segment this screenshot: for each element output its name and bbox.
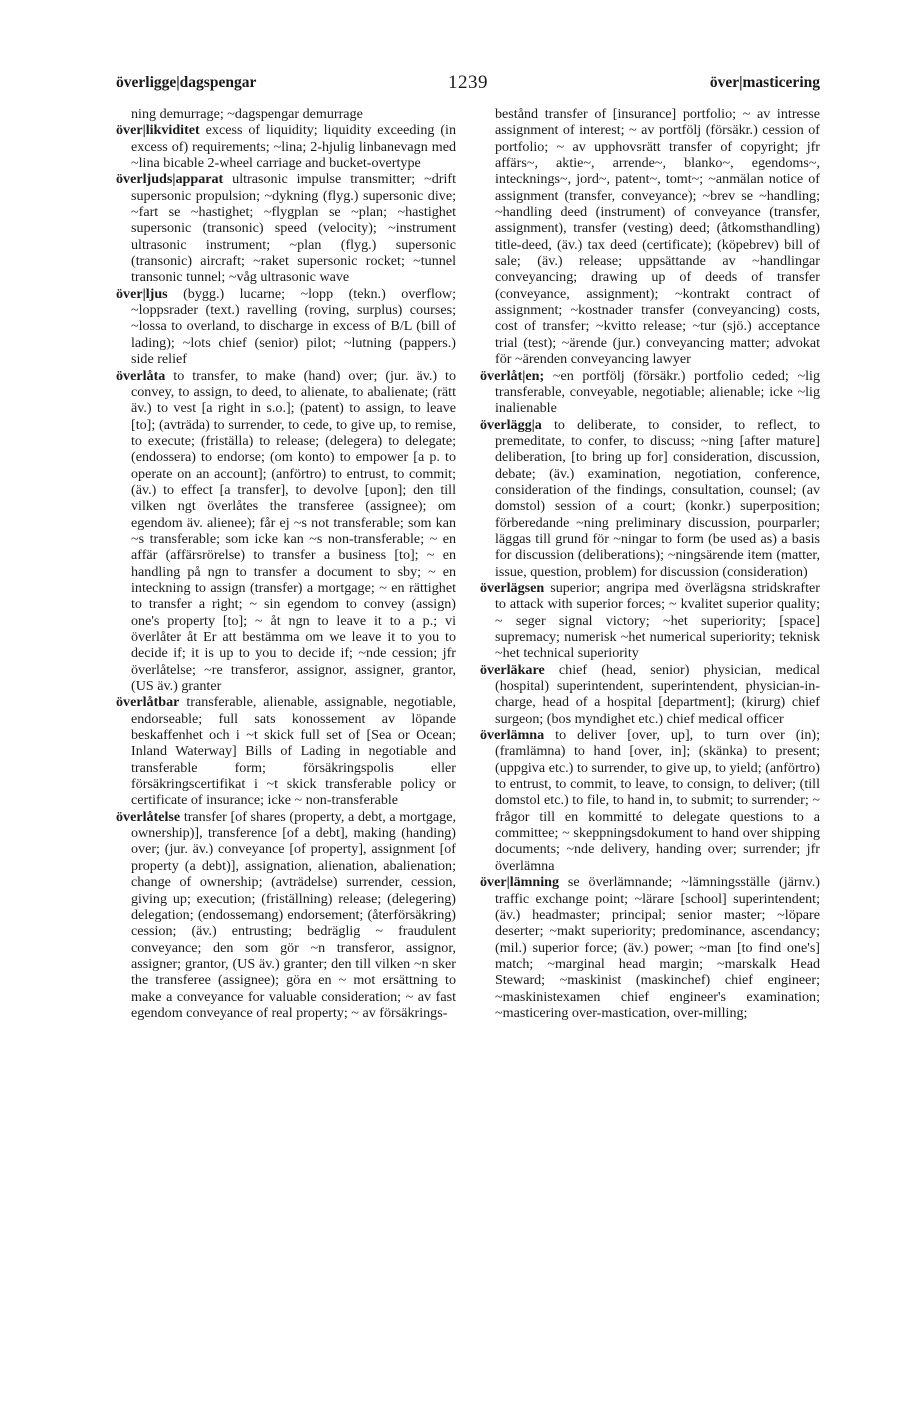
entry-headword: överljuds|apparat bbox=[116, 171, 224, 188]
left-column bbox=[116, 106, 456, 1021]
entry-headword: överlägg|a bbox=[480, 416, 542, 433]
dictionary-entry bbox=[480, 417, 820, 580]
right-column bbox=[480, 106, 820, 1021]
entry-headword: överlåta bbox=[116, 367, 166, 384]
dictionary-entry bbox=[480, 874, 820, 1021]
dictionary-entry bbox=[116, 809, 456, 1021]
entry-text: superior; angripa med överlägsna stridskrafter to attack with superior forces; ~ kvalitet superior quality; ~ seger signal victory; ~het superiority; [space] supremacy; numerisk ~het numerical superiority; teknisk ~het technical superiority bbox=[495, 579, 820, 662]
entry-text: ~en portfölj (försäkr.) portfolio ceded; ~lig transferable, conveyable, negotiable; alienable; icke ~lig inalienable bbox=[495, 367, 820, 417]
header-guideword-left: överligge|dagspengar bbox=[116, 74, 257, 91]
dictionary-entry bbox=[480, 727, 820, 874]
page-number: 1239 bbox=[448, 72, 488, 93]
entry-text: (bygg.) lucarne; ~lopp (tekn.) overflow; ~loppsrader (text.) ravelling (roving, surplus) courses; ~lossa to overland, to discharge in excess of B/L (bill of lading); ~lots chief (senior) pilot; ~lutning (pappers.) side relief bbox=[131, 285, 456, 368]
entry-headword: överlåtbar bbox=[116, 694, 180, 711]
dictionary-entry bbox=[116, 122, 456, 171]
entry-text: ning demurrage; ~dagspengar demurrage bbox=[131, 106, 363, 122]
dictionary-entry bbox=[480, 662, 820, 727]
header-guideword-right: över|masticering bbox=[709, 74, 820, 91]
entry-headword: över|lämning bbox=[480, 874, 560, 891]
entry-text: transfer [of shares (property, a debt, a mortgage, ownership)], transference [of a debt], making (handing) over; (jur. äv.) conveyance [of property], assignment [of property (a debt)], assignation, alienation, abalienation; change of ownership; (avträdelse) surrender, cession, giving up; execution; (friställning) release; (delegering) delegation; (endossemang) endorsement; (återförsäkring) cession; (äv.) entrusting; bedräglig ~ fraudulent conveyance; den som gör ~n transferor, assignor, assigner; grantor, (US äv.) granter; den till vilken ~n sker the transferee (assignee); göra en ~ mot ersättning to make a conveyance for valuable consideration; ~ av fast egendom conveyance of real property; ~ av försäkrings- bbox=[131, 808, 456, 1021]
entry-text: excess of liquidity; liquidity exceeding (in excess of) requirements; ~lina; 2-hjulig linbanevagn med ~lina bicable 2-wheel carriage and bucket-overtype bbox=[131, 122, 456, 172]
dictionary-entry bbox=[480, 580, 820, 662]
entry-headword: över|likviditet bbox=[116, 122, 200, 139]
entry-text: to deliberate, to consider, to reflect, to premeditate, to confer, to discuss; ~ning [after mature] deliberation, [to bring up for] consideration, discussion, debate; (äv.) examination, negotiation, conference, consideration of the findings, consultation, counsel; (av domstol) session of a court; (konkr.) superposition; förberedande ~ning preliminary discussion, pourparler; läggas till grund för ~ningar to form (be used as) a basis for discussion (deliberations); ~ningsärende item (matter, issue, question, problem) for discussion (consideration) bbox=[495, 416, 820, 580]
entry-headword: över|ljus bbox=[116, 285, 168, 302]
entry-text: ultrasonic impulse transmitter; ~drift supersonic propulsion; ~dykning (flyg.) supersonic dive; ~fart se ~hastighet; ~flygplan se ~plan; ~hastighet supersonic (transonic) speed (velocity); ~instrument ultrasonic instrument; ~plan (flyg.) supersonic (transonic) aircraft; ~raket supersonic rocket; ~tunnel transonic tunnel; ~våg ultrasonic wave bbox=[131, 171, 456, 286]
page-header bbox=[116, 74, 820, 98]
dictionary-entry bbox=[116, 368, 456, 695]
entry-headword: överlämna bbox=[480, 727, 545, 744]
entry-headword: överläkare bbox=[480, 661, 545, 678]
entry-headword: överlåt|en; bbox=[480, 367, 545, 384]
entry-text: chief (head, senior) physician, medical (hospital) superintendent, superintendent, physician-in-charge, head of a hospital [department]; (kirurg) chief surgeon; (bos myndighet etc.) chief medical officer bbox=[495, 661, 820, 727]
dictionary-entry bbox=[116, 171, 456, 285]
entry-headword: överlägsen bbox=[480, 579, 545, 596]
dictionary-entry bbox=[116, 694, 456, 808]
entry-text: to transfer, to make (hand) over; (jur. äv.) to convey, to assign, to deed, to alienate, to abalienate; (rätt äv.) to vest [a right in s.o.]; (patent) to assign, to leave [to]; (avträda) to surrender, to cede, to give up, to remise, to execute; (friställa) to release; (delegera) to delegate; (endossera) to endorse; (om konto) to empower [a p. to operate on an account]; (anförtro) to entrust, to commit; (äv.) to effect [a transfer], to devolve [upon]; den till vilken ngt överlåtes the transferee (assignee); om egendom äv. alienee); får ej ~s not transferable; som kan ~s transferable; som icke kan ~s non-transferable; ~ en affär (affärsrörelse) to transfer a business [to]; ~ en handling på ngn to transfer a document to sby; ~ en inteckning to assign (transfer) a mortgage; ~ en rättighet to transfer a right; ~ sin egendom to convey (assign) one's property [to]; ~ åt ngn to leave it to a p.; vi överlåter åt Er att bestämma om we leave it to you to decide if; it is up to you to decide if; ~nde cession; jfr överlåtelse; ~re transferor, assignor, assigner, grantor, (US äv.) granter bbox=[131, 367, 456, 695]
dictionary-entry bbox=[480, 106, 820, 368]
entry-text: to deliver [over, up], to turn over (in); (framlämna) to hand [over, in]; (skänka) to present; (uppgiva etc.) to surrender, to give up, to yield; (anförtro) to entrust, to commit, to leave, to consign, to deliver; (till domstol etc.) to file, to hand in, to submit; to surrender; ~ frågor till en kommitté to delegate questions to a committee; ~ skeppningsdokument to hand over shipping documents; ~nde delivery, handing over; surrender; jfr överlämna bbox=[495, 727, 820, 874]
dictionary-entry bbox=[480, 368, 820, 417]
entry-text: bestånd transfer of [insurance] portfolio; ~ av intresse assignment of interest; ~ av portfölj (försäkr.) cession of portfolio; ~ av upphovsrätt transfer of copyright; jfr affärs~, aktie~, arrende~, blanko~, egendoms~, intecknings~, jord~, patent~, tomt~; ~anmälan notice of assignment (transfer, conveyance); ~brev se ~handling; ~handling deed (instrument) of conveyance (transfer, assignment), transfer (vesting) deed; (åtkomsthandling) title-deed, (äv.) tax deed (certificate); (köpebrev) bill of sale; (äv.) release; uppsättande av ~handlingar conveyancing; drawing up of deeds of transfer (conveyance, assignment); ~kontrakt contract of assignment; ~kostnader transfer (conveyancing) costs, cost of transfer; ~kvitto release; ~tur (sjö.) acceptance trial (test); ~ärende (jur.) conveyancing matter; advokat för ~ärenden conveyancing lawyer bbox=[495, 106, 820, 368]
entry-headword: överlåtelse bbox=[116, 808, 181, 825]
entry-text: se överlämnande; ~lämningsställe (järnv.) traffic exchange point; ~lärare [school] superintendent; (äv.) headmaster; principal; senior master; ~löpare deserter; ~makt superiority; predominance, ascendancy; (mil.) superior force; (äv.) power; ~man [to find one's] match; ~marginal head margin; ~marskalk Head Steward; ~maskinist (maskinchef) chief engineer; ~maskinistexamen chief engineer's examination; ~masticering over-mastication, over-milling; bbox=[495, 874, 820, 1021]
dictionary-entry bbox=[116, 286, 456, 368]
entry-text: transferable, alienable, assignable, negotiable, endorseable; full sats konossement av löpande beskaffenhet och i ~t skick full set of [Sea or Ocean; Inland Waterway] Bills of Lading in negotiable and transferable form; försäkringspolis eller försäkringscertifikat i ~t skick transferable policy or certificate of insurance; icke ~ non-transferable bbox=[131, 694, 456, 809]
dictionary-entry bbox=[116, 106, 456, 122]
